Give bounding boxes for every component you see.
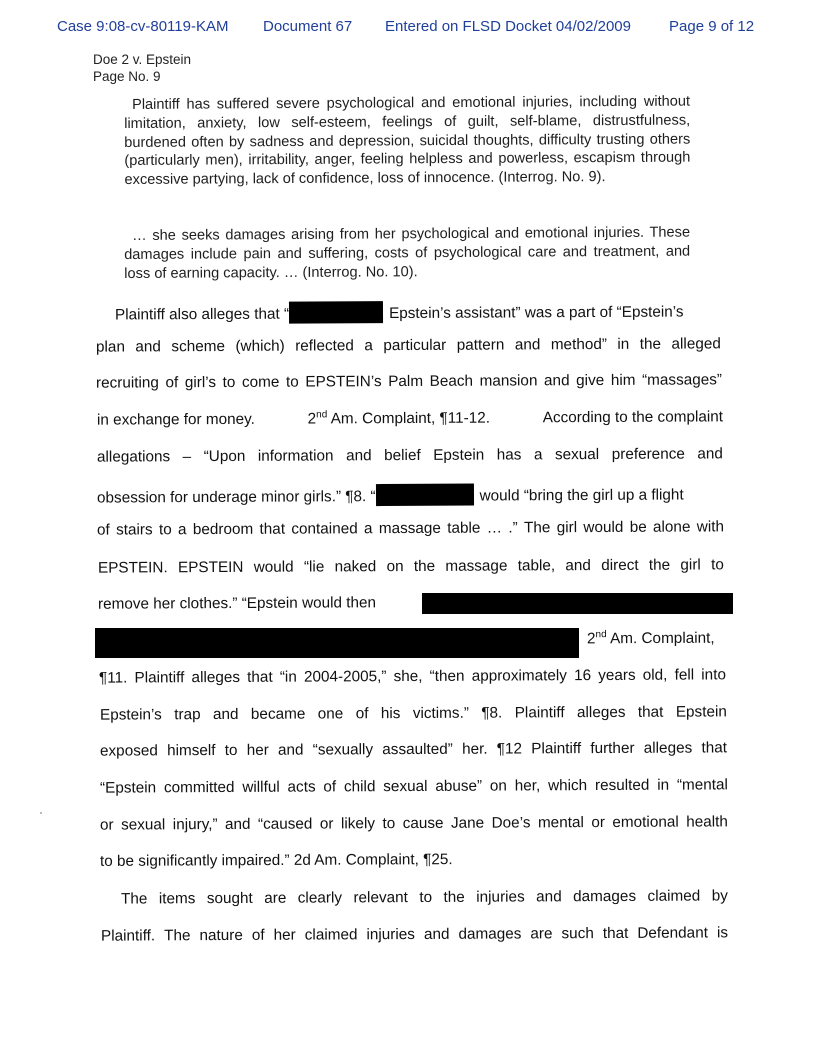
word: contained <box>291 520 358 538</box>
body-line <box>121 887 728 908</box>
scan-speck <box>40 812 42 814</box>
body-text <box>99 666 726 687</box>
word: injuries <box>476 888 525 906</box>
body-text <box>96 335 721 356</box>
word: a <box>533 446 543 464</box>
word: particular <box>383 336 447 355</box>
word: the <box>648 556 671 574</box>
word: that <box>701 739 727 757</box>
word: be <box>629 518 647 536</box>
word: injury,” <box>172 816 218 834</box>
word: and <box>543 372 570 390</box>
word: alleged <box>671 335 721 353</box>
word: and <box>565 557 591 575</box>
word: 2004-2005,” <box>303 668 387 686</box>
word: Epstein’s <box>99 706 162 724</box>
redaction-box <box>289 301 383 323</box>
body-text <box>100 703 727 724</box>
body-text <box>96 371 722 392</box>
docket-page-count: Page 9 of 12 <box>669 18 755 35</box>
word: (which) <box>235 337 285 355</box>
word: stairs <box>116 521 153 539</box>
word: EPSTEIN. <box>97 559 168 577</box>
body-text <box>100 739 727 760</box>
word: The <box>523 519 551 537</box>
word: alleges <box>643 739 693 757</box>
word: that <box>637 703 664 721</box>
word: sexual <box>554 446 600 464</box>
body-text <box>100 776 728 797</box>
word: sexual <box>383 777 428 796</box>
word: with <box>696 518 724 536</box>
word: and <box>514 336 541 354</box>
word: massage <box>445 557 508 575</box>
body-line <box>97 445 723 466</box>
word: and <box>423 925 450 943</box>
body-line <box>115 300 684 325</box>
complaint-citation: 2nd Am. Complaint, <box>586 629 715 648</box>
word: would <box>583 518 624 537</box>
word: exposed <box>99 742 158 760</box>
body-line <box>100 776 728 797</box>
word: girl <box>680 556 701 574</box>
word: claimed <box>304 926 358 944</box>
word: mental <box>537 814 584 832</box>
word: pattern <box>456 336 505 354</box>
word: alleges <box>576 703 626 722</box>
body-line <box>99 666 726 687</box>
body-text <box>100 813 728 834</box>
block-quote-interrog-9 <box>124 93 691 190</box>
word: abuse” <box>435 777 483 795</box>
word: nature <box>199 926 243 945</box>
word: are <box>264 889 287 907</box>
docket-document-number: Document 67 <box>263 18 353 35</box>
word: 16 <box>573 667 592 685</box>
word: assaulted” <box>382 740 453 759</box>
word: Epstein <box>675 703 727 721</box>
word: cause <box>402 814 444 833</box>
docket-case-number: Case 9:08-cv-80119-KAM <box>57 18 229 35</box>
body-line <box>97 408 723 429</box>
word: in <box>657 776 670 794</box>
word: has <box>496 446 522 464</box>
word: fell <box>674 666 695 684</box>
body-line <box>100 813 728 834</box>
word: child <box>343 778 376 796</box>
word: likely <box>340 815 376 833</box>
word: that <box>602 924 629 943</box>
word: Defendant <box>637 924 708 942</box>
word: table, <box>517 557 556 575</box>
word: ¶11. <box>98 669 128 687</box>
word: a <box>363 520 373 538</box>
word: “in <box>279 668 297 686</box>
body-line <box>100 739 727 760</box>
word: of <box>96 521 110 539</box>
body-text <box>101 924 728 945</box>
body-text <box>121 887 728 908</box>
word: committed <box>163 778 235 797</box>
word: scheme <box>171 337 225 356</box>
word: naked <box>334 558 377 576</box>
word: his <box>380 705 401 723</box>
word: to <box>224 741 238 759</box>
word: Palm <box>388 372 424 391</box>
word: on <box>386 558 404 576</box>
word: and <box>277 741 304 759</box>
word: that <box>259 520 286 538</box>
word: to <box>158 521 172 539</box>
word: information <box>257 447 334 465</box>
word: .” <box>508 519 518 537</box>
block-quote-text: Plaintiff has suffered severe psychological and emotional injuries, including without limitation, anxiety, low self-esteem, feelings of guilt, self-blame, distrustfulness, burdened often by sadness and depression, suicidal thoughts, difficulty trusting others (particularly men), irritability, anger, feeling helpless and powerless, escapism through excessive partying, lack of confidence, loss of innocence. (Interrog. No. 9). <box>124 93 691 189</box>
word: by <box>711 887 728 905</box>
body-line <box>98 594 376 613</box>
word: and <box>212 705 239 724</box>
body-text: Plaintiff also alleges that “ <box>114 305 290 324</box>
word: would <box>253 558 294 576</box>
word: the <box>443 888 465 906</box>
word: massage <box>378 519 441 538</box>
body-text: According to the complaint <box>542 408 724 427</box>
word: Beach <box>429 372 474 390</box>
docket-entered-date: Entered on FLSD Docket 04/02/2009 <box>385 18 631 35</box>
word: to <box>285 373 299 391</box>
body-line <box>100 703 727 724</box>
word: willful <box>242 778 280 796</box>
redaction-box <box>95 628 579 658</box>
word: such <box>561 925 594 943</box>
word: and <box>224 815 251 833</box>
word: method” <box>550 335 607 354</box>
word: or <box>319 815 334 833</box>
word: claimed <box>647 887 701 905</box>
word: sexual <box>121 816 166 834</box>
word: one <box>317 705 344 723</box>
word: old, <box>642 666 668 684</box>
word: and <box>135 338 161 356</box>
word: further <box>590 739 635 758</box>
word: himself <box>167 742 216 760</box>
word: belief <box>384 446 421 465</box>
word: damages <box>573 887 637 906</box>
word: Plaintiff <box>531 740 582 758</box>
word: relevant <box>353 889 408 907</box>
word: Doe’s <box>491 814 531 832</box>
word: her. <box>462 740 488 758</box>
word: years <box>598 666 636 685</box>
word: – <box>182 448 192 466</box>
word: or <box>591 814 605 832</box>
word: alleges <box>191 668 241 687</box>
word: plan <box>95 338 125 356</box>
body-text <box>97 445 723 466</box>
word: her <box>273 926 296 944</box>
word: her <box>246 741 269 759</box>
word: on <box>489 777 507 795</box>
word: Epstein <box>433 446 485 464</box>
word: “massages” <box>642 371 723 389</box>
word: The <box>120 890 148 908</box>
word: resulted <box>594 776 650 795</box>
word: the <box>639 335 662 353</box>
word: the <box>413 557 436 575</box>
word: “sexually <box>312 741 374 759</box>
word: emotional <box>612 813 679 831</box>
body-text: Epstein’s assistant” was a part of “Epstein’s <box>389 303 684 323</box>
word: to <box>382 815 396 833</box>
word: recruiting <box>95 374 159 392</box>
word: give <box>576 371 605 390</box>
body-line <box>96 335 721 356</box>
word: damages <box>458 925 522 943</box>
word: a <box>177 521 187 539</box>
word: sought <box>206 889 253 908</box>
word: Plaintiff <box>134 669 185 687</box>
block-quote-text: … she seeks damages arising from her psychological and emotional injuries. These damages include pain and suffering, costs of psychological care and treatment, and loss of earning capacity. … (Interrog. No. 10). <box>124 224 691 282</box>
body-line <box>96 371 722 392</box>
body-text <box>98 556 724 577</box>
word: clearly <box>297 889 343 907</box>
word: come <box>241 373 280 391</box>
word: and <box>697 445 723 463</box>
word: her, <box>514 777 541 795</box>
word: … <box>486 519 503 537</box>
word: items <box>158 890 196 908</box>
word: bedroom <box>192 520 254 539</box>
word: trap <box>174 706 201 724</box>
word: ¶8. <box>481 704 503 722</box>
word: and <box>536 888 562 906</box>
case-caption: Doe 2 v. Epstein <box>93 52 192 67</box>
word: “lie <box>303 558 325 576</box>
word: are <box>530 925 553 943</box>
word: “Epstein <box>99 779 157 797</box>
word: mansion <box>479 372 538 390</box>
word: is <box>716 924 729 942</box>
body-text: in exchange for money. <box>96 410 255 429</box>
word: victims.” <box>412 704 469 723</box>
word: preference <box>611 445 685 463</box>
word: health <box>686 813 728 831</box>
word: to <box>222 373 236 391</box>
word: of <box>355 705 369 723</box>
word: of <box>323 778 337 796</box>
page-number: Page No. 9 <box>93 69 161 84</box>
word: to <box>419 888 433 907</box>
body-text: would “bring the girl up a flight <box>479 486 684 505</box>
word: became <box>250 705 306 723</box>
block-quote-interrog-10 <box>124 224 690 284</box>
body-text <box>97 518 724 539</box>
body-text: remove her clothes.” “Epstein would then <box>97 594 377 613</box>
word: him <box>610 371 636 389</box>
word: that <box>247 668 273 686</box>
word: “then <box>429 667 465 685</box>
word: approximately <box>471 667 567 685</box>
word: alone <box>652 518 691 536</box>
body-line <box>101 924 728 945</box>
word: girl <box>556 519 578 537</box>
word: a <box>364 337 373 355</box>
word: girl’s <box>184 374 217 392</box>
body-line <box>98 556 724 577</box>
word: acts <box>287 778 316 796</box>
word: to <box>711 556 724 574</box>
word: Jane <box>450 814 485 832</box>
word: Plaintiff. <box>100 927 156 945</box>
word: in <box>617 335 630 353</box>
body-line <box>100 851 453 871</box>
word: or <box>99 816 114 834</box>
word: injuries <box>366 925 415 944</box>
redaction-box <box>422 593 733 614</box>
word: EPSTEIN’s <box>305 373 382 391</box>
word: “Upon <box>203 447 246 466</box>
word: “mental <box>676 776 728 794</box>
word: table <box>447 519 481 537</box>
word: direct <box>601 556 639 575</box>
word: The <box>164 927 191 945</box>
word: of <box>251 926 265 944</box>
word: she, <box>393 667 423 686</box>
redaction-box <box>376 484 474 507</box>
body-line <box>97 518 724 539</box>
body-text: obsession for underage minor girls.” ¶8. “ <box>96 488 376 507</box>
word: “caused <box>257 815 313 833</box>
word: into <box>701 666 726 684</box>
word: and <box>346 447 372 465</box>
word: allegations <box>96 448 171 466</box>
complaint-citation: 2nd Am. Complaint, ¶11-12. <box>307 409 491 428</box>
word: reflected <box>295 337 354 355</box>
word: which <box>547 777 588 795</box>
word: ¶12 <box>496 740 523 758</box>
body-text: to be significantly impaired.” 2d Am. Complaint, ¶25. <box>99 851 453 870</box>
word: Plaintiff <box>514 704 565 722</box>
word: of <box>165 374 179 392</box>
body-line <box>97 482 684 507</box>
word: EPSTEIN <box>177 558 244 577</box>
